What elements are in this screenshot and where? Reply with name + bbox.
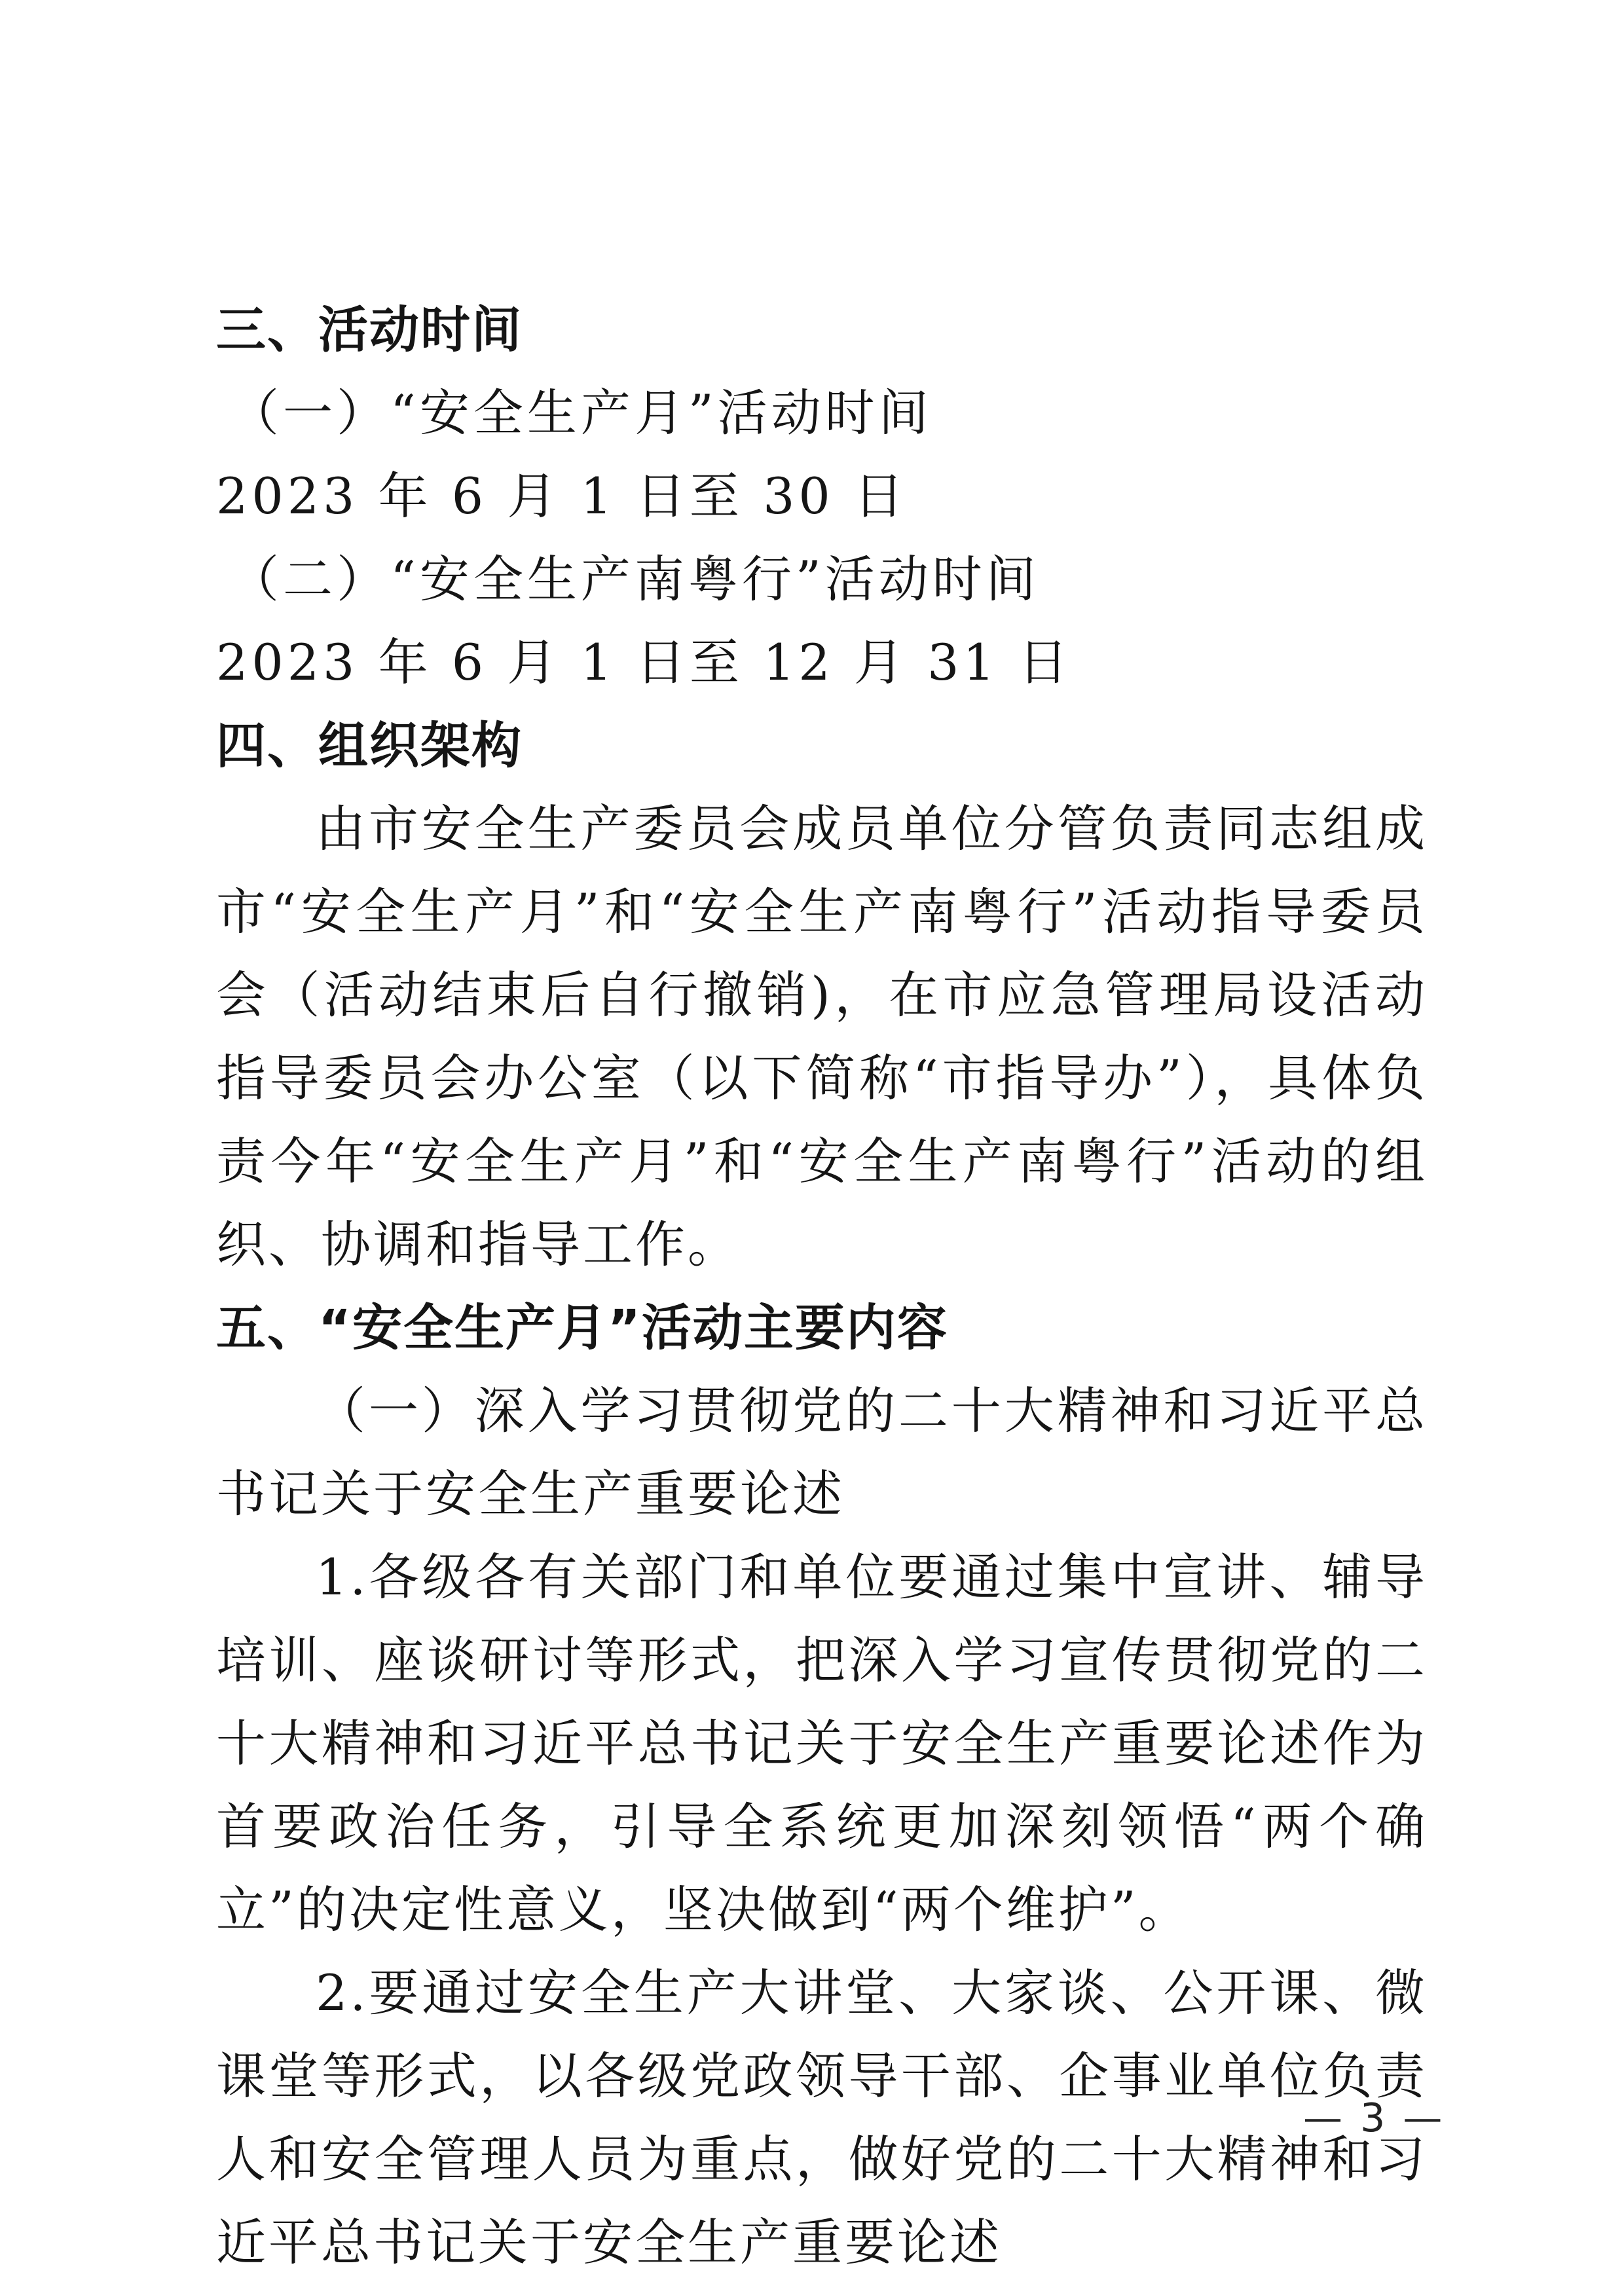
subheading-study: （一）深入学习贯彻党的二十大精神和习近平总书记关于安全生产重要论述 bbox=[216, 1382, 1428, 1523]
page-number: — 3 — bbox=[1303, 2095, 1445, 2141]
section-heading-organization: 四、组织架构 bbox=[216, 716, 523, 775]
section-heading-activity-time: 三、活动时间 bbox=[216, 301, 523, 359]
subheading-safety-month-time: （一）“安全生产月”活动时间 bbox=[229, 384, 932, 442]
organization-paragraph: 由市安全生产委员会成员单位分管负责同志组成市“安全生产月”和“安全生产南粤行”活动指导委员会（活动结束后自行撤销)，在市应急管理局设活动指导委员会办公室（以下简称“市指导办”），具体负责今年“安全生产月”和“安全生产南粤行”活动的组织、协调和指导工作。 bbox=[216, 799, 1428, 1274]
section-heading-main-content: 五、“安全生产月”活动主要内容 bbox=[216, 1298, 948, 1357]
nanyue-date: 2023 年 6 月 1 日至 12 月 31 日 bbox=[216, 633, 1072, 691]
point-2-paragraph: 2.要通过安全生产大讲堂、大家谈、公开课、微课堂等形式，以各级党政领导干部、企事业单位负责人和安全管理人员为重点，做好党的二十大精神和习近平总书记关于安全生产重要论述 bbox=[216, 1964, 1428, 2271]
safety-month-date: 2023 年 6 月 1 日至 30 日 bbox=[216, 467, 908, 525]
point-1-paragraph: 1.各级各有关部门和单位要通过集中宣讲、辅导培训、座谈研讨等形式，把深入学习宣传贯彻党的二十大精神和习近平总书记关于安全生产重要论述作为首要政治任务，引导全系统更加深刻领悟“两个确立”的决定性意义，坚决做到“两个维护”。 bbox=[216, 1548, 1428, 1939]
document-page bbox=[216, 288, 1428, 2284]
subheading-nanyue-time: （二）“安全生产南粤行”活动时间 bbox=[229, 550, 1040, 608]
